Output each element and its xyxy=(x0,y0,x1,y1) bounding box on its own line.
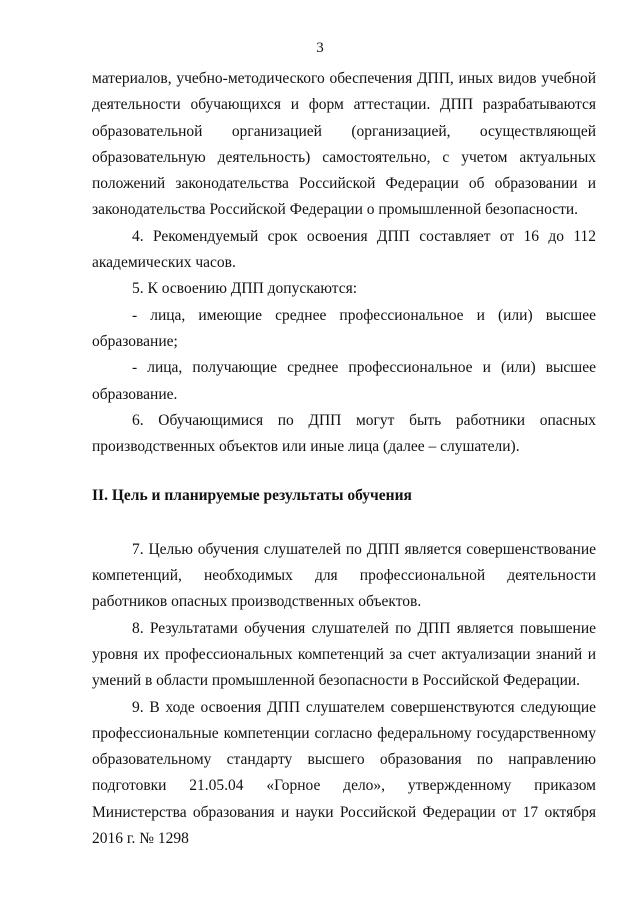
document-body xyxy=(92,66,596,852)
paragraph-7: 7. Целью обучения слушателей по ДПП является совершенствование компетенций, необходимых для профессиональной деятельности работников опасных производственных объектов. xyxy=(92,540,596,611)
paragraph-9: 9. В ходе освоения ДПП слушателем совершенствуются следующие профессиональные компетенции согласно федеральному государственному образовательному стандарту высшего образования по направлению подготовки 21.05.04 «Горное дело», утвержденному приказом Министерства образования и науки Российской Федерации от 17 октября 2016 г. № 1298 xyxy=(92,698,596,848)
section-heading: II. Цель и планируемые результаты обучения xyxy=(92,487,412,505)
paragraph-4: 4. Рекомендуемый срок освоения ДПП составляет от 16 до 112 академических часов. xyxy=(92,227,596,272)
paragraph-continuation: материалов, учебно-методического обеспечения ДПП, иных видов учебной деятельности обучающихся и форм аттестации. ДПП разрабатываются образовательной организацией (организацией, осуществляющей образовательную деятельность) самостоятельно, с учетом актуальных положений законодательства Российской Федерации об образовании и законодательства Российской Федерации о промышленной безопасности. xyxy=(92,70,596,219)
list-item-higher-education: - лица, имеющие среднее профессиональное и (или) высшее образование; xyxy=(92,306,596,350)
page-number: 3 xyxy=(316,40,324,56)
paragraph-8: 8. Результатами обучения слушателей по ДПП является повышение уровня их профессиональных компетенций за счет актуализации знаний и умений в области промышленной безопасности в Российской Федерации. xyxy=(92,619,596,690)
paragraph-6: 6. Обучающимися по ДПП могут быть работники опасных производственных объектов или иные лица (далее – слушатели). xyxy=(92,411,596,456)
list-item-receiving-education: - лица, получающие среднее профессиональное и (или) высшее образование. xyxy=(92,359,596,403)
paragraph-5: 5. К освоению ДПП допускаются: xyxy=(132,280,358,298)
